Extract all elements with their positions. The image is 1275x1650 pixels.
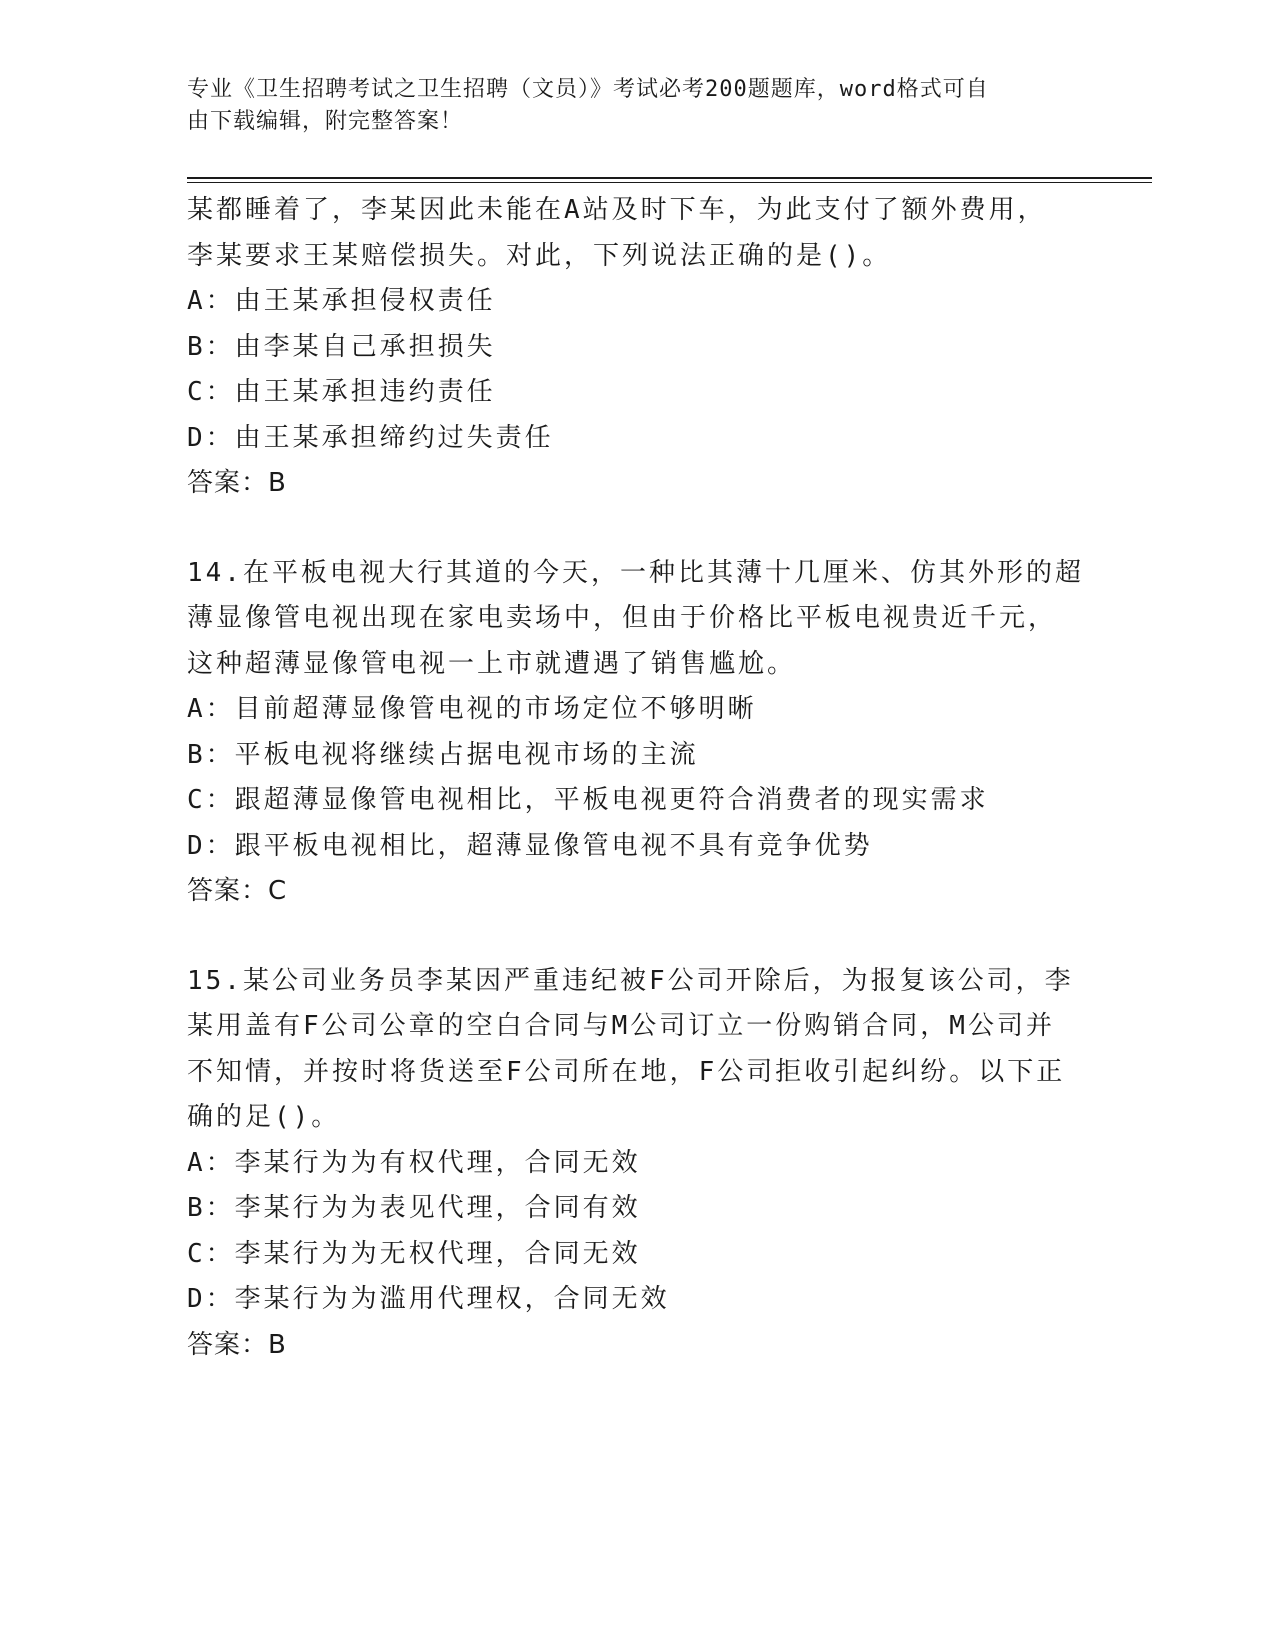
- header-rule-thick: [187, 177, 1152, 179]
- answer: 答案：B: [187, 1329, 287, 1360]
- question-stem-line: 薄显像管电视出现在家电卖场中，但由于价格比平板电视贵近千元，: [187, 603, 1058, 633]
- option-a: A：李某行为为有权代理，合同无效: [187, 1147, 641, 1178]
- option-b: B：李某行为为表见代理，合同有效: [187, 1193, 641, 1223]
- question-stem-line: 14.在平板电视大行其道的今天，一种比其薄十几厘米、仿其外形的超: [187, 557, 1084, 588]
- document-header: [187, 74, 1067, 138]
- question-stem-line: 某都睡着了，李某因此未能在A站及时下车，为此支付了额外费用，: [187, 195, 1047, 225]
- option-d: D：由王某承担缔约过失责任: [187, 422, 554, 453]
- spacer: [187, 915, 1087, 959]
- question-content: [187, 188, 1087, 1368]
- question-stem-line: 某用盖有F公司公章的空白合同与M公司订立一份购销合同，M公司并: [187, 1011, 1055, 1041]
- option-a: A：目前超薄显像管电视的市场定位不够明晰: [187, 694, 757, 724]
- option-b: B：平板电视将继续占据电视市场的主流: [187, 739, 699, 770]
- header-line-1: 专业《卫生招聘考试之卫生招聘（文员）》考试必考200题题库，word格式可自: [187, 77, 989, 102]
- header-rule-thin: [187, 182, 1152, 183]
- question-stem-line: 确的足()。: [187, 1102, 341, 1132]
- spacer: [187, 507, 1087, 551]
- question-15: [187, 959, 1087, 1369]
- answer: 答案：C: [187, 876, 288, 906]
- option-c: C：李某行为为无权代理，合同无效: [187, 1238, 641, 1269]
- option-c: C：由王某承担违约责任: [187, 377, 496, 407]
- option-d: D：李某行为为滥用代理权，合同无效: [187, 1284, 670, 1314]
- question-stem-line: 15.某公司业务员李某因严重违纪被F公司开除后，为报复该公司，李: [187, 965, 1074, 996]
- question-13: [187, 188, 1087, 507]
- question-stem-line: 不知情，并按时将货送至F公司所在地，F公司拒收引起纠纷。以下正: [187, 1056, 1066, 1087]
- option-c: C：跟超薄显像管电视相比，平板电视更符合消费者的现实需求: [187, 785, 989, 815]
- option-d: D：跟平板电视相比，超薄显像管电视不具有竞争优势: [187, 830, 873, 861]
- option-a: A：由王某承担侵权责任: [187, 286, 496, 316]
- question-stem-line: 李某要求王某赔偿损失。对此，下列说法正确的是()。: [187, 240, 892, 271]
- question-14: [187, 551, 1087, 915]
- question-stem-line: 这种超薄显像管电视一上市就遭遇了销售尴尬。: [187, 648, 797, 679]
- header-line-2: 由下载编辑，附完整答案！: [187, 109, 464, 134]
- answer: 答案：B: [187, 468, 287, 498]
- option-b: B：由李某自己承担损失: [187, 331, 496, 362]
